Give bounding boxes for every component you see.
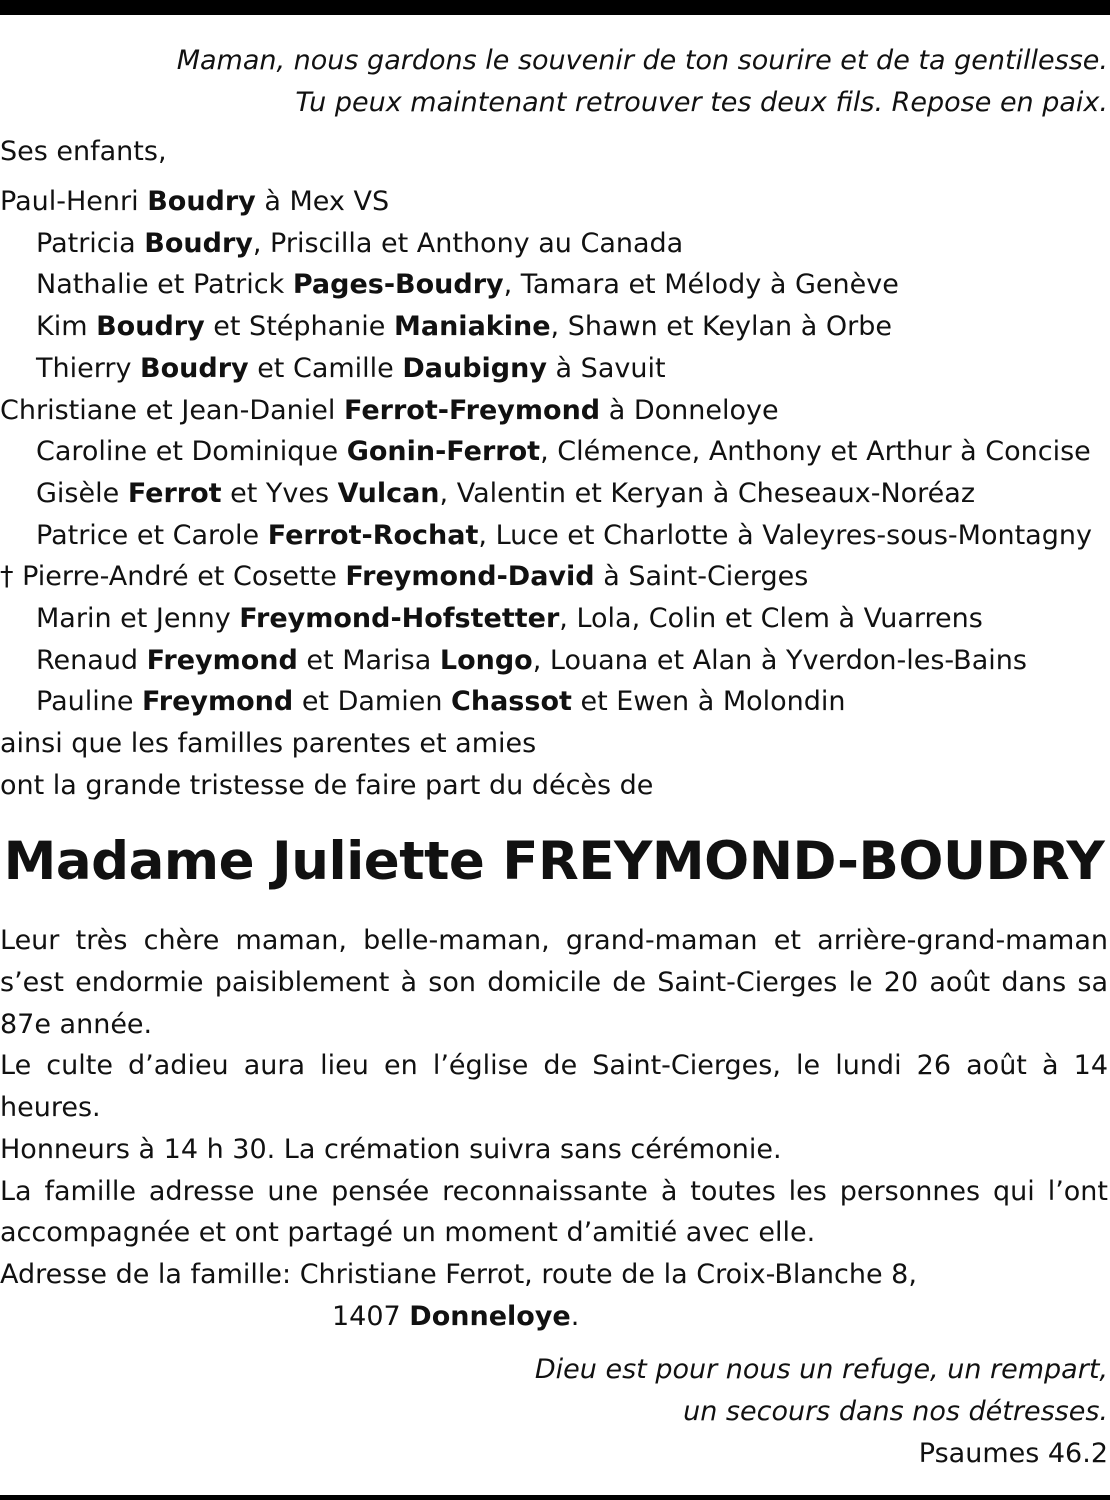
deceased-name: Madame Juliette FREYMOND-BOUDRY <box>3 831 1105 893</box>
family-surname: Chassot <box>451 686 572 718</box>
address-line-1: Adresse de la famille: Christiane Ferrot, route de la Croix-Blanche 8, <box>0 1259 917 1290</box>
children-label: Ses enfants, <box>0 136 167 168</box>
family-text: Renaud <box>36 644 147 676</box>
family-surname: Freymond-David <box>345 561 595 593</box>
family-surname: Ferrot <box>127 477 222 509</box>
family-text: et Ewen à Molondin <box>571 686 846 718</box>
family-surname: Ferrot-Freymond <box>343 394 601 426</box>
announcement-paragraph: Leur très chère maman, belle-maman, grand-maman et arrière-grand-maman s’est endormie paisiblement à son domicile de Saint-Cierges le 20 août dans sa 87e année. <box>0 925 1108 1040</box>
family-surname: Ferrot-Rochat <box>267 519 479 551</box>
family-surname: Freymond <box>142 686 294 718</box>
obituary-notice <box>0 40 1108 1474</box>
family-line <box>0 473 1108 515</box>
family-text: † Pierre-André et Cosette <box>0 561 346 593</box>
family-text: et Yves <box>221 477 338 509</box>
family-text: , Shawn et Keylan à Orbe <box>550 311 892 343</box>
address-town: Donneloye <box>409 1300 571 1332</box>
family-line <box>0 264 1108 306</box>
family-surname: Vulcan <box>337 477 440 509</box>
family-line <box>0 306 1108 348</box>
family-text: à Saint-Cierges <box>594 561 809 593</box>
verse-line-1: Dieu est pour nous un refuge, un rempart, <box>534 1354 1108 1386</box>
family-text: et Stéphanie <box>204 311 394 343</box>
family-text: , Valentin et Keryan à Cheseaux-Noréaz <box>439 477 976 509</box>
family-surname: Maniakine <box>394 311 551 343</box>
family-line <box>0 723 1108 765</box>
family-text: Christiane et Jean-Daniel <box>0 394 344 426</box>
family-text: , Louana et Alan à Yverdon-les-Bains <box>532 644 1027 676</box>
family-text: Thierry <box>36 352 141 384</box>
family-line <box>0 556 1108 598</box>
family-text: Gisèle <box>36 477 128 509</box>
family-line <box>0 181 1108 223</box>
family-text: Patricia <box>36 227 145 259</box>
family-text: ainsi que les familles parentes et amies <box>0 728 537 759</box>
family-list <box>0 181 1108 806</box>
family-surname: Daubigny <box>402 352 547 384</box>
family-text: et Camille <box>248 352 403 384</box>
family-line <box>0 681 1108 723</box>
family-text: Marin et Jenny <box>36 602 240 634</box>
address-line-2 <box>0 1296 1108 1338</box>
family-text: et Marisa <box>297 644 440 676</box>
verse-line-2: un secours dans nos détresses. <box>683 1396 1108 1428</box>
family-surname: Boudry <box>147 186 256 218</box>
family-line <box>0 765 1108 807</box>
family-surname: Freymond-Hofstetter <box>239 602 560 634</box>
family-text: , Priscilla et Anthony au Canada <box>252 227 684 259</box>
family-text: Paul-Henri <box>0 186 148 218</box>
family-line <box>0 598 1108 640</box>
family-text: Nathalie et Patrick <box>36 269 293 301</box>
family-text: , Tamara et Mélody à Genève <box>503 269 899 301</box>
service-paragraph: Le culte d’adieu aura lieu en l’église de Saint-Cierges, le lundi 26 août à 14 heures. <box>0 1050 1108 1124</box>
address-end: . <box>570 1300 580 1332</box>
family-line <box>0 431 1108 473</box>
family-line <box>0 515 1108 557</box>
family-text: Kim <box>36 311 97 343</box>
bottom-rule <box>0 1495 1110 1500</box>
family-text: Patrice et Carole <box>36 519 268 551</box>
family-text: ont la grande tristesse de faire part du décès de <box>0 769 654 801</box>
intro-line-2: Tu peux maintenant retrouver tes deux fils. Repose en paix. <box>295 86 1108 118</box>
family-text: , Lola, Colin et Clem à Vuarrens <box>559 602 983 634</box>
address-postcode: 1407 <box>332 1300 410 1332</box>
family-surname: Pages-Boudry <box>292 269 504 301</box>
family-text: à Donneloye <box>600 394 779 426</box>
family-text: et Damien <box>293 686 452 718</box>
honours-paragraph: Honneurs à 14 h 30. La crémation suivra sans cérémonie. <box>0 1133 782 1165</box>
family-text: , Luce et Charlotte à Valeyres-sous-Montagny <box>478 519 1092 551</box>
family-text: Pauline <box>36 686 143 718</box>
family-text: , Clémence, Anthony et Arthur à Concise <box>540 436 1091 468</box>
family-line <box>0 223 1108 265</box>
family-surname: Freymond <box>146 644 298 676</box>
intro-line-1: Maman, nous gardons le souvenir de ton sourire et de ta gentillesse. <box>176 45 1108 76</box>
family-surname: Longo <box>439 644 533 676</box>
family-line <box>0 640 1108 682</box>
family-text: à Mex VS <box>255 186 390 218</box>
family-surname: Boudry <box>140 352 249 384</box>
family-line <box>0 348 1108 390</box>
thanks-paragraph: La famille adresse une pensée reconnaissante à toutes les personnes qui l’ont accompagnée et ont partagé un moment d’amitié avec elle. <box>0 1175 1108 1249</box>
verse-reference: Psaumes 46.2 <box>918 1437 1108 1469</box>
family-surname: Gonin-Ferrot <box>346 436 541 468</box>
family-surname: Boudry <box>96 311 205 343</box>
family-line <box>0 390 1108 432</box>
family-surname: Boudry <box>144 227 253 259</box>
family-text: à Savuit <box>546 352 666 384</box>
top-rule <box>0 0 1110 15</box>
family-text: Caroline et Dominique <box>36 436 347 468</box>
